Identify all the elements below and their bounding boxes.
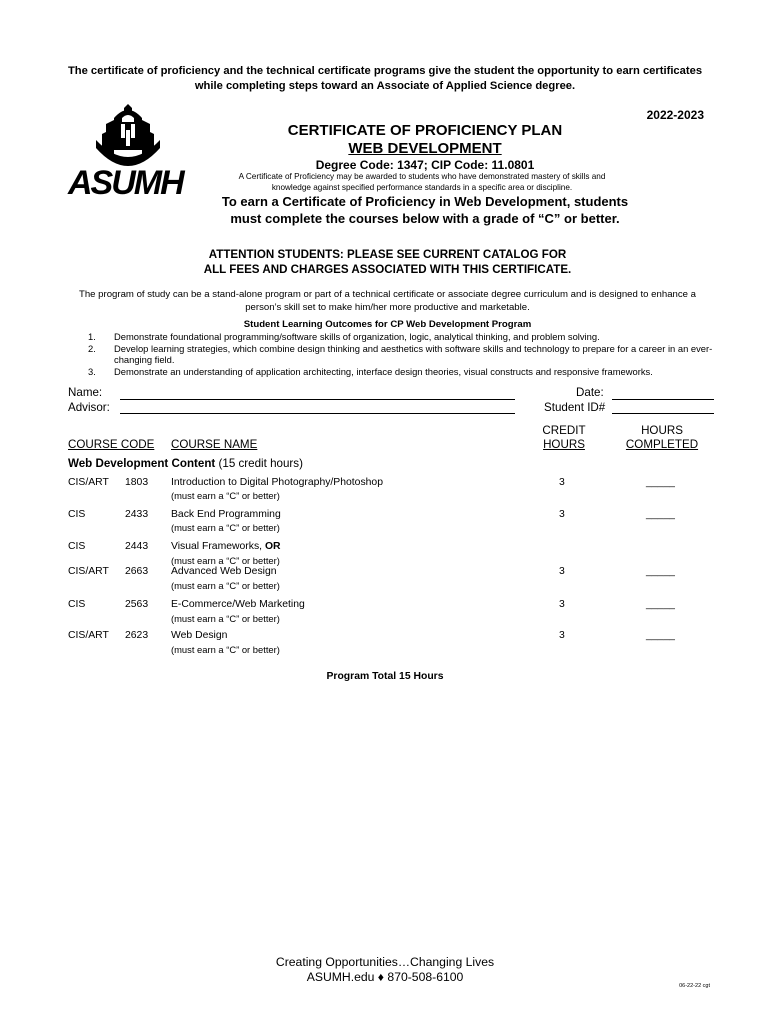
slo-text: Demonstrate an understanding of application architecting, interface design theories, visual constructs and responsive frameworks. <box>114 365 653 377</box>
course-name-text: Visual Frameworks, <box>171 541 265 552</box>
credit-hours: 3 <box>559 566 565 577</box>
student-id-field[interactable] <box>612 413 714 414</box>
slo-number: 1. <box>88 331 96 342</box>
revision-stamp: 06-22-22 cgt <box>679 983 710 989</box>
course-note: (must earn a “C” or better) <box>171 555 280 566</box>
hours-completed-blank[interactable]: _____ <box>646 509 675 520</box>
header-completed-line: COMPLETED <box>625 438 699 451</box>
header-course-name: COURSE NAME <box>171 438 258 451</box>
header-credit-line: CREDIT <box>542 424 586 437</box>
course-prefix: CIS/ART <box>68 566 109 577</box>
section-hours: (15 credit hours) <box>215 457 303 470</box>
credit-hours: 3 <box>559 509 565 520</box>
title-line-1: CERTIFICATE OF PROFICIENCY PLAN <box>287 122 563 139</box>
course-number: 2623 <box>125 630 149 641</box>
page-title <box>210 122 640 158</box>
title-line-2: WEB DEVELOPMENT <box>348 140 502 157</box>
hours-completed-blank[interactable]: _____ <box>646 566 675 577</box>
course-note: (must earn a “C” or better) <box>171 522 280 533</box>
course-prefix: CIS/ART <box>68 630 109 641</box>
course-name <box>171 541 281 552</box>
intro-text: The certificate of proficiency and the technical certificate programs give the student the opportunity to earn certificates while completing steps toward an Associate of Applied Science degree. <box>67 65 703 92</box>
attention-notice <box>100 247 675 277</box>
header-hours-completed <box>618 424 706 452</box>
slo-number: 3. <box>88 365 96 377</box>
course-prefix: CIS <box>68 509 86 520</box>
course-prefix: CIS <box>68 541 86 552</box>
footer-tagline: Creating Opportunities…Changing Lives <box>275 955 495 969</box>
hours-completed-blank[interactable]: _____ <box>646 477 675 488</box>
course-number: 1803 <box>125 477 149 488</box>
slo-item <box>88 331 713 343</box>
date-label: Date: <box>576 386 604 399</box>
course-name: Back End Programming <box>171 509 281 520</box>
footer <box>0 955 770 985</box>
attention-line-1: ATTENTION STUDENTS: PLEASE SEE CURRENT CATALOG FOR <box>208 248 567 261</box>
date-field[interactable] <box>612 399 714 400</box>
credit-hours: 3 <box>559 477 565 488</box>
advisor-label: Advisor: <box>68 401 110 414</box>
section-heading <box>68 457 303 470</box>
slo-list <box>88 331 713 377</box>
academic-year: 2022-2023 <box>646 108 704 122</box>
credit-hours: 3 <box>559 599 565 610</box>
course-number: 2563 <box>125 599 149 610</box>
slo-text: Demonstrate foundational programming/software skills of organization, logic, analytical thinking, and problem solving. <box>114 331 600 342</box>
course-name: Advanced Web Design <box>171 566 277 577</box>
student-id-label: Student ID# <box>544 401 606 414</box>
header-hours-line: HOURS <box>543 438 585 451</box>
slo-number: 2. <box>88 342 96 354</box>
footer-contact: ASUMH.edu ♦ 870-508-6100 <box>306 970 464 984</box>
name-field[interactable] <box>120 399 515 400</box>
header-course-code: COURSE CODE <box>68 438 155 451</box>
slo-text: Develop learning strategies, which combine design thinking and aesthetics with software skills and technology to prepare for a career in an ever-changing field. <box>114 342 713 366</box>
program-description: The program of study can be a stand-alone program or part of a technical certificate or associate degree curriculum and is designed to enhance a person’s skill set to make him/her more productive and marketable. <box>78 289 696 313</box>
course-note: (must earn a “C” or better) <box>171 580 280 591</box>
certificate-description: A Certificate of Proficiency may be awarded to students who have demonstrated mastery of skills and knowledge against specified performance standards in a specific area or discipline. <box>238 172 606 192</box>
attention-line-2: ALL FEES AND CHARGES ASSOCIATED WITH THIS CERTIFICATE. <box>203 263 572 276</box>
advisor-field[interactable] <box>120 413 515 414</box>
slo-item <box>88 366 713 378</box>
header-credit-hours <box>524 424 604 452</box>
asumh-logo <box>66 104 190 200</box>
course-name: Introduction to Digital Photography/Photoshop <box>171 477 383 488</box>
program-total: Program Total 15 Hours <box>326 671 444 682</box>
course-note: (must earn a “C” or better) <box>171 644 280 655</box>
section-title: Web Development Content <box>68 457 216 470</box>
course-name: Web Design <box>171 630 228 641</box>
course-number: 2663 <box>125 566 149 577</box>
course-note: (must earn a “C” or better) <box>171 613 280 624</box>
course-name: E-Commerce/Web Marketing <box>171 599 305 610</box>
slo-item <box>88 343 713 366</box>
slo-title: Student Learning Outcomes for CP Web Development Program <box>243 319 532 330</box>
course-prefix: CIS <box>68 599 86 610</box>
earn-requirements: To earn a Certificate of Proficiency in Web Development, students must complete the courses below with a grade of “C” or better. <box>221 194 629 226</box>
name-label: Name: <box>68 386 103 399</box>
course-number: 2433 <box>125 509 149 520</box>
course-number: 2443 <box>125 541 149 552</box>
asumh-emblem-icon <box>66 104 190 200</box>
course-name-or: OR <box>264 541 281 552</box>
hours-completed-blank[interactable]: _____ <box>646 630 675 641</box>
degree-codes: Degree Code: 1347; CIP Code: 11.0801 <box>315 158 535 172</box>
credit-hours: 3 <box>559 630 565 641</box>
hours-completed-blank[interactable]: _____ <box>646 599 675 610</box>
header-hours-line: HOURS <box>641 424 683 437</box>
logo-wordmark: ASUMH <box>68 164 183 200</box>
course-prefix: CIS/ART <box>68 477 109 488</box>
course-note: (must earn a “C” or better) <box>171 490 280 501</box>
